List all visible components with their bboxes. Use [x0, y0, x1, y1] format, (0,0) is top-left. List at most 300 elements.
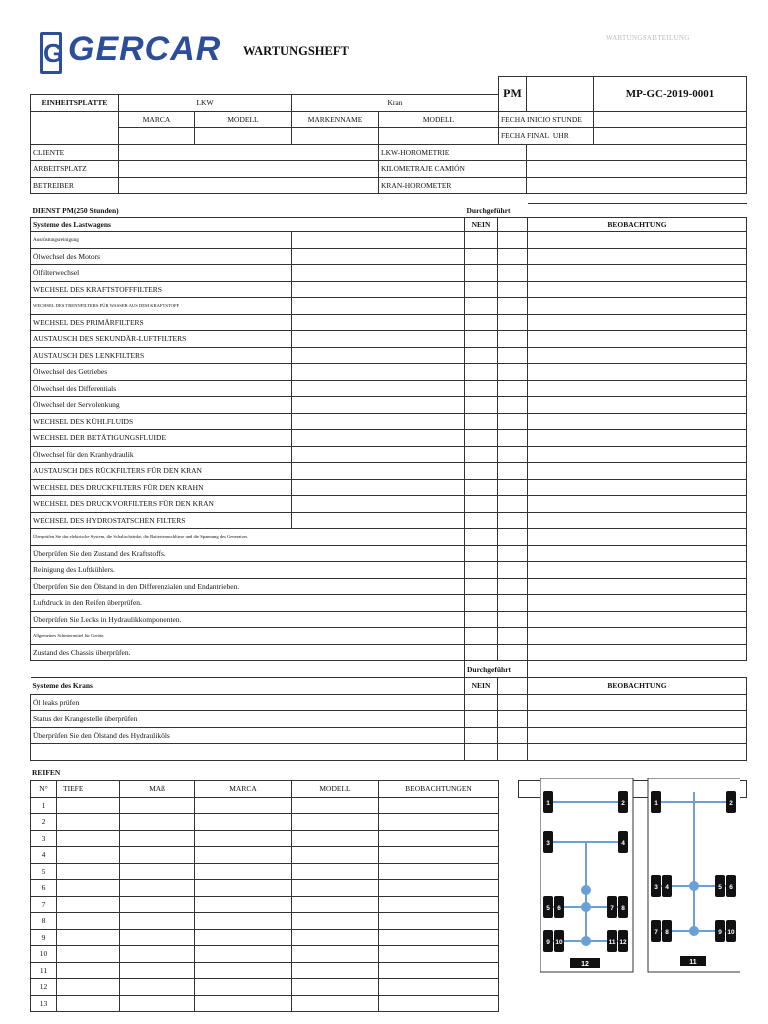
tire-number: 7: [31, 896, 57, 913]
tire-mark-label: 4: [621, 840, 625, 847]
tire-cell[interactable]: [120, 929, 195, 946]
task-extra[interactable]: [292, 479, 465, 496]
spacer: [499, 847, 519, 864]
table-row: [31, 496, 747, 513]
tire-mark-label: 3: [654, 884, 658, 891]
task-yes-check[interactable]: [498, 232, 528, 249]
tire-cell[interactable]: [379, 896, 499, 913]
lkw-horometrie-value[interactable]: [527, 144, 747, 161]
task-observation[interactable]: [528, 578, 747, 595]
task-extra[interactable]: [292, 380, 465, 397]
tire-cell[interactable]: [120, 913, 195, 930]
tire-col-no: N°: [31, 781, 57, 798]
spacer: [499, 979, 519, 996]
table-row: [31, 397, 747, 414]
task-label: WECHSEL DES KÜHLFLUIDS: [31, 413, 292, 430]
task-yes-check[interactable]: [498, 397, 528, 414]
task-observation[interactable]: [528, 397, 747, 414]
spacer: [499, 995, 519, 1012]
tire-cell[interactable]: [379, 946, 499, 963]
tire-cell[interactable]: [292, 962, 379, 979]
task-label: Ölwechsel für den Kranhydraulik: [31, 446, 292, 463]
end-date-label: FECHA FINAL UHR: [499, 128, 594, 145]
table-row: [31, 611, 747, 628]
table-row: [31, 512, 747, 529]
table-row: [31, 744, 747, 761]
empty-cell[interactable]: [528, 744, 747, 761]
task-no-check[interactable]: [465, 413, 498, 430]
task-observation[interactable]: [528, 314, 747, 331]
task-no-check[interactable]: [465, 298, 498, 315]
tire-mark-label: 7: [610, 905, 614, 912]
task-label: Überprüfen Sie Lecks in Hydraulikkomponenten.: [31, 611, 465, 628]
tire-cell[interactable]: [195, 913, 292, 930]
tire-mark-label: 12: [619, 939, 627, 946]
tire-cell[interactable]: [292, 979, 379, 996]
task-label: WECHSEL DES KRAFTSTOFFFILTERS: [31, 281, 292, 298]
task-observation[interactable]: [528, 248, 747, 265]
kilometraje-label: KILOMETRAJE CAMIÓN: [379, 161, 527, 178]
tire-diagrams: [540, 778, 740, 978]
truck-systems-label: Systeme des Lastwagens: [31, 218, 465, 232]
cliente-value[interactable]: [119, 144, 379, 161]
tire-cell[interactable]: [292, 814, 379, 831]
unit-plate-label: EINHEITSPLATTE: [31, 95, 119, 112]
tire-cell[interactable]: [195, 995, 292, 1012]
tire-mark-label: 10: [727, 929, 735, 936]
task-extra[interactable]: [292, 364, 465, 381]
task-yes-check[interactable]: [498, 578, 528, 595]
task-label: Überprüfen Sie den Ölstand des Hydrauliköls: [31, 727, 465, 744]
table-row: [31, 314, 747, 331]
task-yes-check[interactable]: [498, 281, 528, 298]
tire-cell[interactable]: [292, 896, 379, 913]
task-yes-check[interactable]: [498, 727, 528, 744]
table-row: [31, 413, 747, 430]
table-row: [31, 545, 747, 562]
table-row: [31, 595, 747, 612]
tire-cell[interactable]: [292, 929, 379, 946]
crane-systems-table: [30, 660, 747, 761]
task-label: WECHSEL DES TRENNFILTERS FÜR WASSER AUS DEM KRAFTSTOFF: [31, 298, 292, 315]
task-yes-check[interactable]: [498, 446, 528, 463]
tire-number: 2: [31, 814, 57, 831]
tire-cell[interactable]: [57, 814, 120, 831]
tire-cell[interactable]: [379, 797, 499, 814]
tire-mark-label: 2: [729, 800, 733, 807]
task-yes-check[interactable]: [498, 463, 528, 480]
task-yes-check[interactable]: [498, 628, 528, 645]
task-yes-check[interactable]: [498, 298, 528, 315]
tire-number: 13: [31, 995, 57, 1012]
task-label: WECHSEL DES DRUCKFILTERS FÜR DEN KRAHN: [31, 479, 292, 496]
task-extra[interactable]: [292, 331, 465, 348]
tire-cell[interactable]: [379, 913, 499, 930]
crane-performed-label: Durchgeführt: [465, 661, 528, 678]
observation-header: BEOBACHTUNG: [528, 218, 747, 232]
table-row: [31, 248, 747, 265]
document-title: WARTUNGSHEFT: [243, 44, 349, 58]
task-extra[interactable]: [292, 298, 465, 315]
truck-systems-table: [30, 203, 747, 661]
markenname-value[interactable]: [292, 128, 379, 145]
tire-cell[interactable]: [57, 797, 120, 814]
tire-cell[interactable]: [195, 863, 292, 880]
tire-cell[interactable]: [379, 962, 499, 979]
tire-cell[interactable]: [292, 830, 379, 847]
tire-cell[interactable]: [120, 814, 195, 831]
task-observation[interactable]: [528, 545, 747, 562]
tire-cell[interactable]: [379, 880, 499, 897]
task-extra[interactable]: [292, 430, 465, 447]
task-observation[interactable]: [528, 611, 747, 628]
table-row: [31, 562, 747, 579]
task-yes-check[interactable]: [498, 430, 528, 447]
modell2-value[interactable]: [379, 128, 499, 145]
tire-cell[interactable]: [57, 863, 120, 880]
table-row: [31, 463, 747, 480]
tire-cell[interactable]: [57, 896, 120, 913]
task-label: Ölwechsel der Servolenkung: [31, 397, 292, 414]
spacer: [499, 797, 519, 814]
diagram-10-wheels: [648, 778, 740, 972]
tire-cell[interactable]: [195, 880, 292, 897]
task-yes-check[interactable]: [498, 562, 528, 579]
tire-cell[interactable]: [120, 863, 195, 880]
task-no-check[interactable]: [465, 364, 498, 381]
task-no-check[interactable]: [465, 479, 498, 496]
task-observation[interactable]: [528, 727, 747, 744]
task-no-check[interactable]: [465, 644, 498, 661]
task-yes-check[interactable]: [498, 611, 528, 628]
tire-cell[interactable]: [57, 830, 120, 847]
tire-cell[interactable]: [195, 946, 292, 963]
diagram-12-wheels: [540, 778, 633, 972]
task-label: WECHSEL DER BETÄTIGUNGSFLUIDE: [31, 430, 292, 447]
task-no-check[interactable]: [465, 446, 498, 463]
tire-cell[interactable]: [379, 995, 499, 1012]
task-no-check[interactable]: [465, 529, 498, 546]
task-extra[interactable]: [292, 413, 465, 430]
table-row: [31, 628, 747, 645]
tire-col-observations: BEOBACHTUNGEN: [379, 781, 499, 798]
marca-value[interactable]: [119, 128, 195, 145]
kilometraje-value[interactable]: [527, 161, 747, 178]
task-observation[interactable]: [528, 479, 747, 496]
tire-cell[interactable]: [120, 995, 195, 1012]
task-extra[interactable]: [292, 265, 465, 282]
task-no-check[interactable]: [465, 430, 498, 447]
table-row: [31, 711, 747, 728]
tire-cell[interactable]: [292, 863, 379, 880]
task-yes-check[interactable]: [498, 314, 528, 331]
task-observation[interactable]: [528, 562, 747, 579]
task-extra[interactable]: [292, 512, 465, 529]
tire-cell[interactable]: [57, 946, 120, 963]
tire-number: 4: [31, 847, 57, 864]
task-observation[interactable]: [528, 298, 747, 315]
task-label: Luftdruck in den Reifen überprüfen.: [31, 595, 465, 612]
task-observation[interactable]: [528, 430, 747, 447]
task-extra[interactable]: [292, 446, 465, 463]
markenname-header: MARKENNAME: [292, 111, 379, 128]
task-label: Überprüfen Sie den Ölstand in den Differenzialen und Endantrieben.: [31, 578, 465, 595]
task-observation[interactable]: [528, 364, 747, 381]
tire-cell[interactable]: [120, 830, 195, 847]
table-row: [31, 347, 747, 364]
task-no-check[interactable]: [465, 248, 498, 265]
tire-number: 9: [31, 929, 57, 946]
tire-cell[interactable]: [292, 847, 379, 864]
table-row: [31, 694, 747, 711]
tire-mark-label: 6: [557, 905, 561, 912]
task-extra[interactable]: [292, 463, 465, 480]
tire-cell[interactable]: [195, 847, 292, 864]
tire-cell[interactable]: [195, 979, 292, 996]
tire-mark-label: 4: [665, 884, 669, 891]
task-yes-check[interactable]: [498, 347, 528, 364]
task-label: Überprüfen Sie den Zustand des Kraftstoffs.: [31, 545, 465, 562]
tire-cell[interactable]: [57, 880, 120, 897]
tire-cell[interactable]: [57, 929, 120, 946]
task-yes-check[interactable]: [498, 694, 528, 711]
task-no-check[interactable]: [465, 496, 498, 513]
header-table: [30, 76, 747, 194]
task-no-check[interactable]: [465, 347, 498, 364]
table-row: [31, 529, 747, 546]
tire-cell[interactable]: [379, 847, 499, 864]
tire-cell[interactable]: [379, 979, 499, 996]
task-yes-check[interactable]: [498, 380, 528, 397]
tire-cell[interactable]: [292, 880, 379, 897]
task-label: AUSTAUSCH DES RÜCKFILTERS FÜR DEN KRAN: [31, 463, 292, 480]
task-no-check[interactable]: [465, 727, 498, 744]
task-label: Ausrüstungsreinigung: [31, 232, 292, 249]
task-yes-check[interactable]: [498, 512, 528, 529]
table-row: [31, 380, 747, 397]
table-row: [31, 995, 747, 1012]
tire-mark-label: 2: [621, 800, 625, 807]
tire-cell[interactable]: [379, 814, 499, 831]
tire-col-model: MODELL: [292, 781, 379, 798]
tire-mark-label: 8: [665, 929, 669, 936]
kran-horometer-label: KRAN-HOROMETER: [379, 177, 527, 194]
task-label: WECHSEL DES PRIMÄRFILTERS: [31, 314, 292, 331]
empty-cell[interactable]: [465, 744, 498, 761]
tire-number: 1: [31, 797, 57, 814]
tire-cell[interactable]: [57, 913, 120, 930]
tire-cell[interactable]: [292, 797, 379, 814]
tire-mark-label: 9: [718, 929, 722, 936]
tire-number: 11: [31, 962, 57, 979]
tire-cell[interactable]: [292, 946, 379, 963]
task-no-check[interactable]: [465, 545, 498, 562]
tire-cell[interactable]: [120, 962, 195, 979]
tire-cell[interactable]: [120, 847, 195, 864]
tire-cell[interactable]: [195, 814, 292, 831]
task-no-check[interactable]: [465, 331, 498, 348]
task-observation[interactable]: [528, 347, 747, 364]
tire-cell[interactable]: [120, 946, 195, 963]
task-yes-check[interactable]: [498, 265, 528, 282]
task-label: Ölwechsel des Getriebes: [31, 364, 292, 381]
kran-horometer-value[interactable]: [527, 177, 747, 194]
task-yes-check[interactable]: [498, 364, 528, 381]
task-no-check[interactable]: [465, 611, 498, 628]
tire-cell[interactable]: [57, 979, 120, 996]
modell-value[interactable]: [195, 128, 292, 145]
crane-observation-header: BEOBACHTUNG: [528, 678, 747, 695]
tire-number: 3: [31, 830, 57, 847]
tire-mark-label: 1: [546, 800, 550, 807]
table-row: [31, 479, 747, 496]
tire-cell[interactable]: [195, 929, 292, 946]
task-no-check[interactable]: [465, 694, 498, 711]
spacer: [499, 896, 519, 913]
tire-cell[interactable]: [195, 797, 292, 814]
tire-mark-label: 8: [621, 905, 625, 912]
start-date-label: FECHA INICIO STUNDE: [499, 111, 594, 128]
tire-cell[interactable]: [195, 896, 292, 913]
table-row: [31, 446, 747, 463]
task-observation[interactable]: [528, 529, 747, 546]
task-observation[interactable]: [528, 512, 747, 529]
task-observation[interactable]: [528, 496, 747, 513]
task-extra[interactable]: [292, 232, 465, 249]
task-yes-check[interactable]: [498, 413, 528, 430]
table-row: [31, 281, 747, 298]
task-no-check[interactable]: [465, 578, 498, 595]
task-observation[interactable]: [528, 446, 747, 463]
tire-cell[interactable]: [120, 979, 195, 996]
task-observation[interactable]: [528, 232, 747, 249]
task-label: Ölwechsel des Motors: [31, 248, 292, 265]
task-observation[interactable]: [528, 463, 747, 480]
task-no-check[interactable]: [465, 628, 498, 645]
task-yes-check[interactable]: [498, 496, 528, 513]
task-extra[interactable]: [292, 496, 465, 513]
tire-cell[interactable]: [379, 929, 499, 946]
betreiber-label: BETREIBER: [31, 177, 119, 194]
task-yes-check[interactable]: [498, 595, 528, 612]
task-label: Überprüfen Sie das elektrische System, die Schaltschränke, die Batterieanschlüsse und die Spannung des Generators.: [31, 529, 465, 546]
table-row: [31, 578, 747, 595]
tire-number: 5: [31, 863, 57, 880]
diagram-10-total: 11: [689, 959, 697, 966]
tire-cell[interactable]: [120, 797, 195, 814]
task-observation[interactable]: [528, 413, 747, 430]
tire-cell[interactable]: [57, 847, 120, 864]
task-extra[interactable]: [292, 347, 465, 364]
task-label: AUSTAUSCH DES SEKUNDÄR-LUFTFILTERS: [31, 331, 292, 348]
task-yes-check[interactable]: [498, 479, 528, 496]
task-label: Ölfilterwechsel: [31, 265, 292, 282]
table-row: [31, 727, 747, 744]
task-extra[interactable]: [292, 248, 465, 265]
crane-systems-label: Systeme des Krans: [31, 678, 465, 695]
tire-cell[interactable]: [195, 830, 292, 847]
task-label: Reinigung des Luftkühlers.: [31, 562, 465, 579]
task-label: WECHSEL DES HYDROSTATSCHEN FILTERS: [31, 512, 292, 529]
empty-cell[interactable]: [498, 744, 528, 761]
marca-header: MARCA: [119, 111, 195, 128]
tire-cell[interactable]: [379, 863, 499, 880]
tire-cell[interactable]: [379, 830, 499, 847]
arbeitsplatz-value[interactable]: [119, 161, 379, 178]
task-extra[interactable]: [292, 397, 465, 414]
task-no-check[interactable]: [465, 463, 498, 480]
task-observation[interactable]: [528, 331, 747, 348]
tire-mark-label: 11: [608, 939, 616, 946]
betreiber-value[interactable]: [119, 177, 379, 194]
tire-cell[interactable]: [57, 995, 120, 1012]
empty-cell[interactable]: [31, 744, 465, 761]
task-observation[interactable]: [528, 380, 747, 397]
task-yes-check[interactable]: [498, 529, 528, 546]
tire-cell[interactable]: [120, 896, 195, 913]
task-yes-check[interactable]: [498, 711, 528, 728]
tire-col-depth: TIEFE: [57, 781, 120, 798]
table-row: [31, 979, 747, 996]
task-observation[interactable]: [528, 628, 747, 645]
table-row: [31, 265, 747, 282]
task-no-check[interactable]: [465, 281, 498, 298]
tire-cell[interactable]: [120, 880, 195, 897]
task-observation[interactable]: [528, 644, 747, 661]
task-observation[interactable]: [528, 694, 747, 711]
task-label: Allgemeines Schmiermittel für Geräte.: [31, 628, 465, 645]
task-label: Status der Krangestelle überprüfen: [31, 711, 465, 728]
task-extra[interactable]: [292, 314, 465, 331]
task-no-check[interactable]: [465, 562, 498, 579]
service-title: DIENST PM(250 Stunden): [32, 205, 119, 215]
task-observation[interactable]: [528, 595, 747, 612]
spacer: [499, 863, 519, 880]
task-yes-check[interactable]: [498, 644, 528, 661]
tire-cell[interactable]: [292, 995, 379, 1012]
tire-mark-label: 3: [546, 840, 550, 847]
lkw-label: LKW: [119, 95, 292, 112]
spacer: [499, 814, 519, 831]
modell2-header: MODELL: [379, 111, 499, 128]
tire-mark-label: 9: [546, 939, 550, 946]
task-no-check[interactable]: [465, 232, 498, 249]
task-observation[interactable]: [528, 281, 747, 298]
task-no-check[interactable]: [465, 512, 498, 529]
task-no-check[interactable]: [465, 265, 498, 282]
task-observation[interactable]: [528, 711, 747, 728]
tire-cell[interactable]: [57, 962, 120, 979]
task-no-check[interactable]: [465, 711, 498, 728]
task-no-check[interactable]: [465, 314, 498, 331]
task-yes-check[interactable]: [498, 248, 528, 265]
task-extra[interactable]: [292, 281, 465, 298]
task-no-check[interactable]: [465, 397, 498, 414]
task-yes-check[interactable]: [498, 331, 528, 348]
task-no-check[interactable]: [465, 380, 498, 397]
tire-number: 12: [31, 979, 57, 996]
tire-cell[interactable]: [195, 962, 292, 979]
tire-cell[interactable]: [292, 913, 379, 930]
table-row: [31, 644, 747, 661]
logo-mark: G: [40, 32, 62, 74]
table-row: [31, 331, 747, 348]
task-observation[interactable]: [528, 265, 747, 282]
tire-col-brand: MARCA: [195, 781, 292, 798]
task-yes-check[interactable]: [498, 545, 528, 562]
task-no-check[interactable]: [465, 595, 498, 612]
tire-mark-label: 1: [654, 800, 658, 807]
